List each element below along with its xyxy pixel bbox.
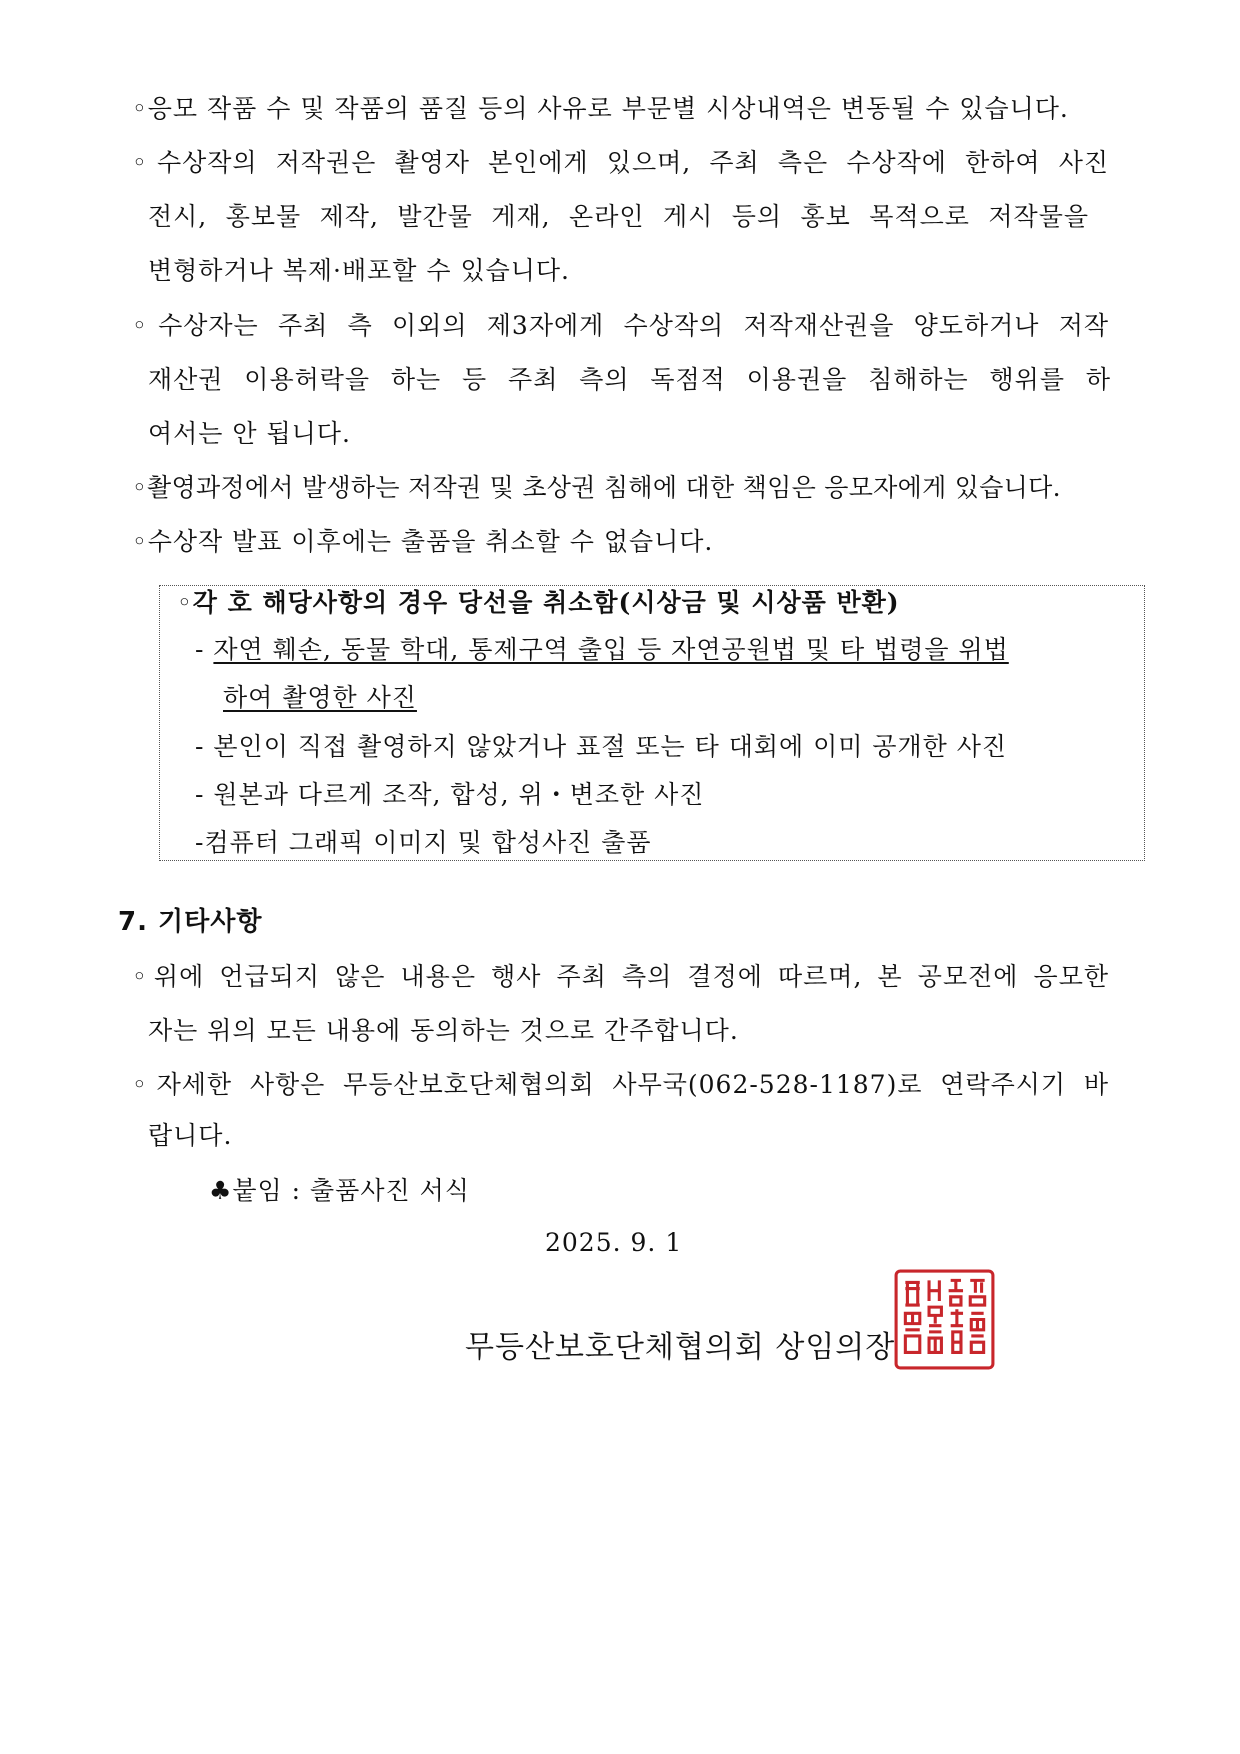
box-item-2: - 본인이 직접 촬영하지 않았거나 표절 또는 타 대회에 이미 공개한 사진 [195,732,1008,761]
notice-line-9: ◦수상작 발표 이후에는 출품을 취소할 수 없습니다. [132,527,714,556]
box-item-4: -컴퓨터 그래픽 이미지 및 합성사진 출품 [195,828,652,857]
section-7-line-2: 자는 위의 모든 내용에 동의하는 것으로 간주합니다. [148,1016,739,1045]
box-item-1-continued: 하여 촬영한 사진 [223,683,417,712]
attachment-note: ♣붙임 : 출품사진 서식 [209,1176,470,1205]
official-seal-icon [893,1268,996,1371]
disqualification-box [159,585,1145,861]
signer-title: 무등산보호단체협의회 상임의장 [465,1330,896,1365]
notice-line-2: ◦수상작의 저작권은 촬영자 본인에게 있으며, 주최 측은 수상작에 한하여 사진 [132,148,1109,177]
section-7-line-3: ◦자세한 사항은 무등산보호단체협의회 사무국(062-528-1187)로 연락주시기 바 [132,1070,1109,1099]
section-7-line-1: ◦위에 언급되지 않은 내용은 행사 주최 측의 결정에 따르며, 본 공모전에 응모한 [132,962,1109,991]
notice-line-4: 변형하거나 복제·배포할 수 있습니다. [148,256,570,285]
box-item-3: - 원본과 다르게 조작, 합성, 위・변조한 사진 [195,780,705,809]
document-date: 2025. 9. 1 [545,1228,683,1257]
section-7-heading: 7. 기타사항 [118,907,263,937]
box-title: ◦각 호 해당사항의 경우 당선을 취소함(시상금 및 시상품 반환) [177,588,900,617]
notice-line-8: ◦촬영과정에서 발생하는 저작권 및 초상권 침해에 대한 책임은 응모자에게 있습니다. [132,473,1061,502]
box-item-1-prefix: - [195,635,214,664]
notice-line-1: ◦응모 작품 수 및 작품의 품질 등의 사유로 부문별 시상내역은 변동될 수 있습니다. [132,94,1069,123]
notice-line-3: 전시, 홍보물 제작, 발간물 게재, 온라인 게시 등의 홍보 목적으로 저작물을 [148,202,1089,231]
notice-line-7: 여서는 안 됩니다. [148,419,351,448]
notice-line-6: 재산권 이용허락을 하는 등 주최 측의 독점적 이용권을 침해하는 행위를 하 [148,365,1111,394]
box-item-1-text: 자연 훼손, 동물 학대, 통제구역 출입 등 자연공원법 및 타 법령을 위법 [213,635,1009,664]
box-item-1 [195,633,1009,667]
notice-line-5: ◦수상자는 주최 측 이외의 제3자에게 수상작의 저작재산권을 양도하거나 저작 [132,311,1109,340]
section-7-line-4: 랍니다. [148,1121,233,1150]
